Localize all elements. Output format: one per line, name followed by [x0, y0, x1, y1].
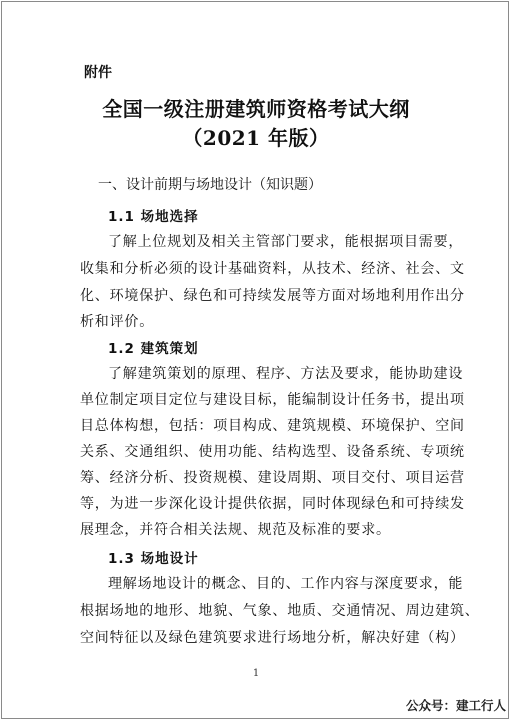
paragraph-line: 展理念，并符合相关法规、规范及标准的要求。 [80, 522, 391, 538]
subsection-heading-1-1: 1.1 场地选择 [108, 209, 199, 225]
attachment-label: 附件 [84, 65, 112, 81]
paragraph-line: 理解场地设计的概念、目的、工作内容与深度要求，能 [108, 576, 464, 592]
paragraph-line: 根据场地的地形、地貌、气象、地质、交通情况、周边建筑、 [80, 603, 480, 619]
subsection-heading-1-2: 1.2 建筑策划 [108, 341, 199, 357]
subsection-heading-1-3: 1.3 场地设计 [108, 551, 199, 567]
paragraph-line: 筹、经济分析、投资规模、建设周期、项目交付、项目运营 [80, 470, 465, 486]
paragraph-line: 等，为进一步深化设计提供依据，同时体现绿色和可持续发 [80, 496, 465, 512]
paragraph-line: 了解建筑策划的原理、程序、方法及要求，能协助建设 [108, 366, 464, 382]
document-title: 全国一级注册建筑师资格考试大纲 [102, 97, 410, 121]
paragraph-line: 析和评价。 [80, 314, 154, 330]
paragraph-line: 单位制定项目定位与建设目标，能编制设计任务书，提出项 [80, 392, 465, 408]
document-edition: （2021 年版） [182, 126, 330, 150]
section-heading: 一、设计前期与场地设计（知识题） [98, 177, 322, 193]
paragraph-line: 关系、交通组织、使用功能、结构选型、设备系统、专项统 [80, 444, 465, 460]
watermark-text: 公众号：建工行人 [405, 698, 506, 713]
paragraph-line: 目总体构想，包括：项目构成、建筑规模、环境保护、空间 [80, 418, 465, 434]
paragraph-line: 收集和分析必须的设计基础资料，从技术、经济、社会、文 [80, 261, 465, 277]
paragraph-line: 了解上位规划及相关主管部门要求，能根据项目需要， [108, 234, 464, 250]
paragraph-line: 空间特征以及绿色建筑要求进行场地分析，解决好建（构） [80, 630, 465, 646]
page-number: 1 [252, 668, 260, 679]
paragraph-line: 化、环境保护、绿色和可持续发展等方面对场地利用作出分 [80, 288, 465, 304]
